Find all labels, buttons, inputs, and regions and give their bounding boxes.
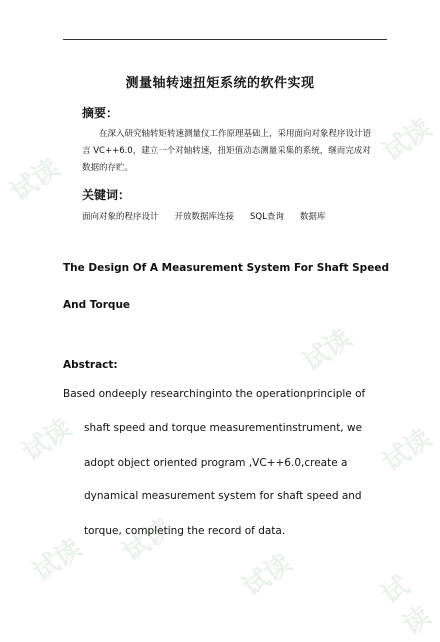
- abstract-heading-cn: 摘要：: [82, 106, 119, 120]
- abstract-heading-en: Abstract:: [63, 359, 118, 371]
- abstract-cn-line: 在深入研究轴转矩转速测量仪工作原理基础上，采用面向对象程序设计语: [99, 129, 372, 139]
- abstract-en-line: torque, completing the record of data.: [84, 525, 286, 537]
- watermark: 试读: [376, 571, 437, 641]
- keywords-heading-cn: 关键词：: [82, 188, 131, 202]
- keyword: SQL查询: [250, 212, 284, 222]
- keyword: 数据库: [299, 212, 326, 222]
- watermark: 试读: [27, 533, 88, 588]
- keyword: 开放数据库连接: [174, 212, 235, 222]
- watermark: 试读: [17, 413, 78, 468]
- abstract-cn-line: 言 VC++6.0，建立一个对轴转速，扭矩值动态测量采集的系统，继而完成对: [82, 146, 371, 156]
- english-title-line: The Design Of A Measurement System For Shaft Speed: [63, 262, 389, 274]
- abstract-en-line: Based ondeeply researchinginto the operationprinciple of: [63, 388, 366, 400]
- watermark: 试读: [117, 513, 178, 568]
- chinese-title: 测量轴转速扭矩系统的软件实现: [125, 76, 315, 91]
- watermark: 试读: [5, 153, 66, 208]
- watermark: 试读: [297, 323, 358, 378]
- abstract-cn-line: 数据的存贮。: [82, 163, 134, 173]
- abstract-en-line: shaft speed and torque measurementinstrument, we: [84, 422, 363, 434]
- keyword: 面向对象的程序设计: [82, 212, 159, 222]
- keywords-list: [82, 210, 341, 222]
- abstract-en-line: adopt object oriented program ,VC++6.0,create a: [84, 457, 348, 469]
- watermark: 试读: [377, 113, 438, 168]
- watermark: 试读: [377, 423, 438, 478]
- abstract-cn: [82, 126, 394, 177]
- abstract-en-line: dynamical measurement system for shaft speed and: [84, 490, 362, 502]
- watermark: 试读: [237, 548, 298, 603]
- header-rule: [63, 39, 387, 40]
- english-title-line: And Torque: [63, 299, 131, 311]
